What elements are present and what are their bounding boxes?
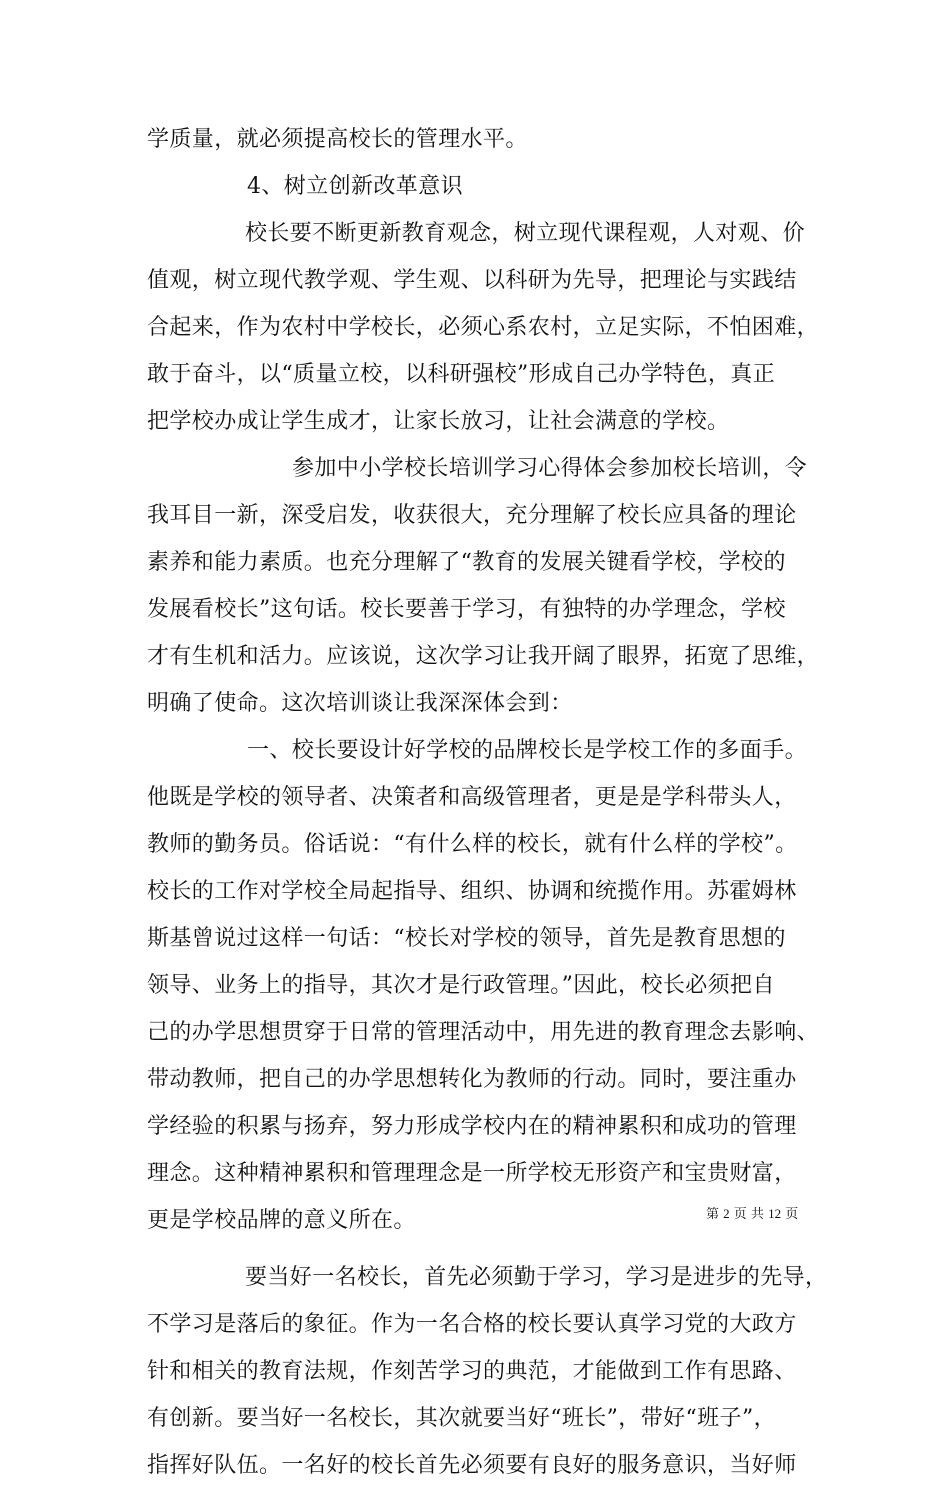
text-line: 值观，树立现代教学观、学生观、以科研为先导，把理论与实践结 [147,268,797,293]
text-line: 教师的勤务员。俗话说：“有什么样的校长，就有什么样的学校”。 [147,832,798,857]
text-line: 领导、业务上的指导，其次才是行政管理。”因此，校长必须把自 [147,973,775,998]
text-line: 敢于奋斗，以“质量立校，以科研强校”形成自己办学特色，真正 [147,362,776,387]
text-line: 合起来，作为农村中学校长，必须心系农村，立足实际，不怕困难， [147,315,820,340]
footer-suffix: 页 [785,1207,799,1222]
text-line: 斯基曾说过这样一句话：“校长对学校的领导，首先是教育思想的 [147,926,786,951]
text-line: 指挥好队伍。一名好的校长首先必须要有良好的服务意识，当好师 [147,1453,797,1478]
text-line: 发展看校长”这句话。校长要善于学习，有独特的办学理念，学校 [147,597,786,622]
text-line: 学经验的积累与扬弃，努力形成学校内在的精神累积和成功的管理 [147,1114,797,1139]
text-line: 校长要不断更新教育观念，树立现代课程观，人对观、价 [245,221,806,246]
text-line: 我耳目一新，深受启发，收获很大，充分理解了校长应具备的理论 [147,503,797,528]
text-line: 才有生机和活力。应该说，这次学习让我开阔了眼界，拓宽了思维， [147,644,820,669]
text-line: 要当好一名校长，首先必须勤于学习，学习是进步的先导， [245,1265,828,1290]
text-line: 学质量，就必须提高校长的管理水平。 [147,127,528,152]
text-line: 不学习是落后的象征。作为一名合格的校长要认真学习党的大政方 [147,1312,797,1337]
current-page-number: 2 [723,1206,730,1221]
section-heading: 4、树立创新改革意识 [247,174,463,199]
text-line: 己的办学思想贯穿于日常的管理活动中，用先进的教育理念去影响、 [147,1020,820,1045]
body-text [147,116,828,1489]
text-line: 带动教师，把自己的办学思想转化为教师的行动。同时，要注重办 [147,1067,797,1092]
text-line: 理念。这种精神累积和管理理念是一所学校无形资产和宝贵财富， [147,1161,797,1186]
paragraph-gap [147,1244,817,1254]
total-page-count: 12 [768,1206,782,1221]
text-line: 素养和能力素质。也充分理解了“教育的发展关键看学校，学校的 [147,550,786,575]
text-line: 一、校长要设计好学校的品牌校长是学校工作的多面手。 [247,738,808,763]
text-line: 把学校办成让学生成才，让家长放习，让社会满意的学校。 [147,409,730,434]
footer-middle: 页 共 [733,1207,764,1222]
page-number-footer [706,1206,798,1223]
text-line: 参加中小学校长培训学习心得体会参加校长培训，令 [292,456,808,481]
text-line: 更是学校品牌的意义所在。 [147,1208,416,1233]
text-line: 有创新。要当好一名校长，其次就要当好“班长”，带好“班子”， [147,1406,776,1431]
text-line: 针和相关的教育法规，作刻苦学习的典范，才能做到工作有思路、 [147,1359,797,1384]
text-line: 明确了使命。这次培训谈让我深深体会到： [147,691,573,716]
text-line: 他既是学校的领导者、决策者和高级管理者，更是是学科带头人， [147,785,797,810]
footer-prefix: 第 [706,1207,720,1222]
text-line: 校长的工作对学校全局起指导、组织、协调和统揽作用。苏霍姆林 [147,879,797,904]
